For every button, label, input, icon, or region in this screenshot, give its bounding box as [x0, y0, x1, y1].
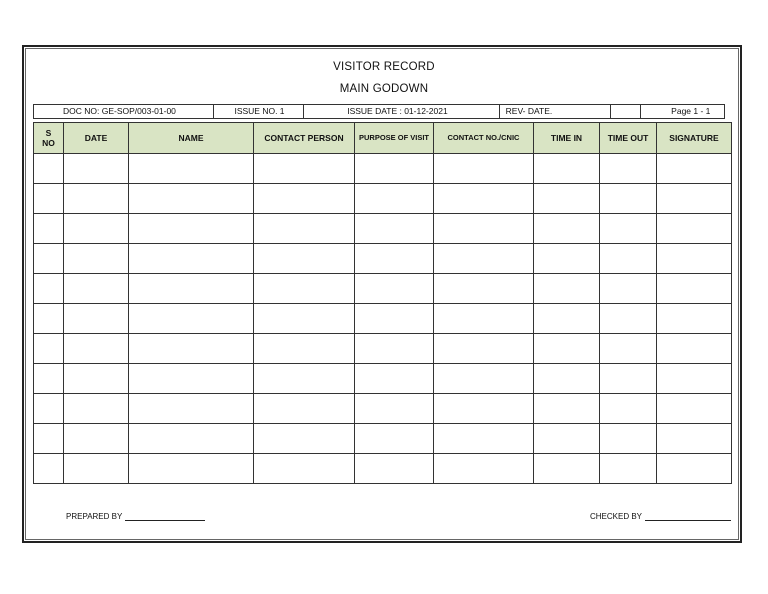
table-cell[interactable] — [355, 154, 434, 184]
table-cell[interactable] — [254, 244, 355, 274]
table-cell[interactable] — [254, 334, 355, 364]
table-cell[interactable] — [129, 454, 254, 484]
table-cell[interactable] — [34, 214, 64, 244]
table-row — [34, 244, 732, 274]
table-row — [34, 304, 732, 334]
table-cell[interactable] — [600, 214, 657, 244]
table-cell[interactable] — [254, 214, 355, 244]
prepared-by-line — [125, 512, 205, 521]
table-cell[interactable] — [34, 154, 64, 184]
header-contact-person: CONTACT PERSON — [254, 123, 355, 154]
header-purpose: PURPOSE OF VISIT — [355, 123, 434, 154]
table-row — [34, 214, 732, 244]
table-cell[interactable] — [434, 244, 534, 274]
table-cell[interactable] — [64, 334, 129, 364]
table-cell[interactable] — [534, 394, 600, 424]
table-cell[interactable] — [534, 454, 600, 484]
table-cell[interactable] — [355, 184, 434, 214]
table-cell[interactable] — [534, 424, 600, 454]
table-cell[interactable] — [64, 274, 129, 304]
table-cell[interactable] — [355, 454, 434, 484]
table-cell[interactable] — [254, 454, 355, 484]
table-row — [34, 454, 732, 484]
table-cell[interactable] — [600, 154, 657, 184]
header-time-out: TIME OUT — [600, 123, 657, 154]
table-cell[interactable] — [34, 424, 64, 454]
table-cell[interactable] — [434, 334, 534, 364]
document-subtitle: MAIN GODOWN — [339, 83, 429, 95]
table-cell[interactable] — [129, 154, 254, 184]
table-cell[interactable] — [657, 244, 732, 274]
visitor-table — [33, 122, 732, 484]
table-cell[interactable] — [64, 304, 129, 334]
table-cell[interactable] — [129, 274, 254, 304]
table-cell[interactable] — [600, 424, 657, 454]
table-cell[interactable] — [129, 214, 254, 244]
rev-date: REV- DATE. — [500, 105, 612, 118]
table-cell[interactable] — [34, 244, 64, 274]
table-cell[interactable] — [600, 364, 657, 394]
table-cell[interactable] — [355, 304, 434, 334]
header-date: DATE — [64, 123, 129, 154]
table-cell[interactable] — [254, 274, 355, 304]
header-contact-no: CONTACT NO./CNIC — [434, 123, 534, 154]
issue-no: ISSUE NO. 1 — [214, 105, 304, 118]
table-cell[interactable] — [254, 424, 355, 454]
table-cell[interactable] — [534, 274, 600, 304]
table-cell[interactable] — [64, 424, 129, 454]
table-cell[interactable] — [600, 394, 657, 424]
table-cell[interactable] — [434, 274, 534, 304]
table-cell[interactable] — [34, 274, 64, 304]
table-cell[interactable] — [657, 454, 732, 484]
table-row — [34, 154, 732, 184]
table-cell[interactable] — [534, 364, 600, 394]
table-cell[interactable] — [434, 304, 534, 334]
table-cell[interactable] — [600, 244, 657, 274]
table-cell[interactable] — [355, 364, 434, 394]
header-time-in: TIME IN — [534, 123, 600, 154]
table-row — [34, 364, 732, 394]
table-cell[interactable] — [355, 214, 434, 244]
rev-date-value — [611, 105, 641, 118]
table-cell[interactable] — [34, 334, 64, 364]
table-cell[interactable] — [355, 244, 434, 274]
table-cell[interactable] — [34, 454, 64, 484]
table-cell[interactable] — [534, 154, 600, 184]
table-cell[interactable] — [64, 364, 129, 394]
table-cell[interactable] — [254, 154, 355, 184]
table-cell[interactable] — [657, 424, 732, 454]
table-cell[interactable] — [434, 394, 534, 424]
table-cell[interactable] — [355, 424, 434, 454]
table-cell[interactable] — [34, 304, 64, 334]
table-cell[interactable] — [434, 154, 534, 184]
table-cell[interactable] — [434, 364, 534, 394]
table-cell[interactable] — [64, 454, 129, 484]
document-title: VISITOR RECORD — [333, 61, 435, 73]
prepared-by-label: PREPARED BY — [66, 512, 123, 521]
table-cell[interactable] — [600, 274, 657, 304]
table-cell[interactable] — [129, 334, 254, 364]
page-number: Page 1 - 1 — [671, 106, 711, 116]
table-cell[interactable] — [657, 364, 732, 394]
table-cell[interactable] — [600, 184, 657, 214]
table-cell[interactable] — [434, 184, 534, 214]
table-cell[interactable] — [34, 364, 64, 394]
table-cell[interactable] — [254, 304, 355, 334]
table-cell[interactable] — [657, 274, 732, 304]
table-row — [34, 424, 732, 454]
table-cell[interactable] — [534, 244, 600, 274]
table-row — [34, 274, 732, 304]
table-cell[interactable] — [534, 334, 600, 364]
doc-no: DOC NO: GE-SOP/003-01-00 — [34, 105, 214, 118]
header-sno: S NO — [34, 123, 64, 154]
table-cell[interactable] — [254, 364, 355, 394]
checked-by — [590, 512, 731, 521]
table-row — [34, 394, 732, 424]
issue-date: ISSUE DATE : 01-12-2021 — [304, 105, 499, 118]
table-cell[interactable] — [657, 214, 732, 244]
table-cell[interactable] — [657, 184, 732, 214]
table-cell[interactable] — [254, 184, 355, 214]
table-cell[interactable] — [534, 214, 600, 244]
table-cell[interactable] — [657, 304, 732, 334]
table-cell[interactable] — [355, 274, 434, 304]
table-cell[interactable] — [534, 304, 600, 334]
table-cell[interactable] — [657, 394, 732, 424]
table-cell[interactable] — [254, 394, 355, 424]
table-cell[interactable] — [129, 364, 254, 394]
table-row — [34, 334, 732, 364]
table-cell[interactable] — [657, 154, 732, 184]
header-signature: SIGNATURE — [657, 123, 732, 154]
table-cell[interactable] — [434, 214, 534, 244]
table-cell[interactable] — [434, 454, 534, 484]
table-cell[interactable] — [129, 394, 254, 424]
table-cell[interactable] — [129, 244, 254, 274]
document-meta-bar — [33, 104, 725, 119]
table-row — [34, 184, 732, 214]
table-cell[interactable] — [434, 424, 534, 454]
table-cell[interactable] — [657, 334, 732, 364]
checked-by-label: CHECKED BY — [590, 512, 643, 521]
prepared-by — [66, 512, 205, 521]
table-cell[interactable] — [64, 394, 129, 424]
table-cell[interactable] — [355, 334, 434, 364]
table-cell[interactable] — [600, 454, 657, 484]
header-name: NAME — [129, 123, 254, 154]
table-header-row — [34, 123, 732, 154]
table-cell[interactable] — [355, 394, 434, 424]
checked-by-line — [645, 512, 731, 521]
table-cell[interactable] — [600, 334, 657, 364]
table-cell[interactable] — [64, 214, 129, 244]
table-cell[interactable] — [34, 184, 64, 214]
table-cell[interactable] — [129, 304, 254, 334]
table-cell[interactable] — [34, 394, 64, 424]
table-cell[interactable] — [129, 424, 254, 454]
table-cell[interactable] — [534, 184, 600, 214]
table-cell[interactable] — [64, 154, 129, 184]
table-cell[interactable] — [64, 244, 129, 274]
table-cell[interactable] — [129, 184, 254, 214]
table-cell[interactable] — [600, 304, 657, 334]
table-cell[interactable] — [64, 184, 129, 214]
